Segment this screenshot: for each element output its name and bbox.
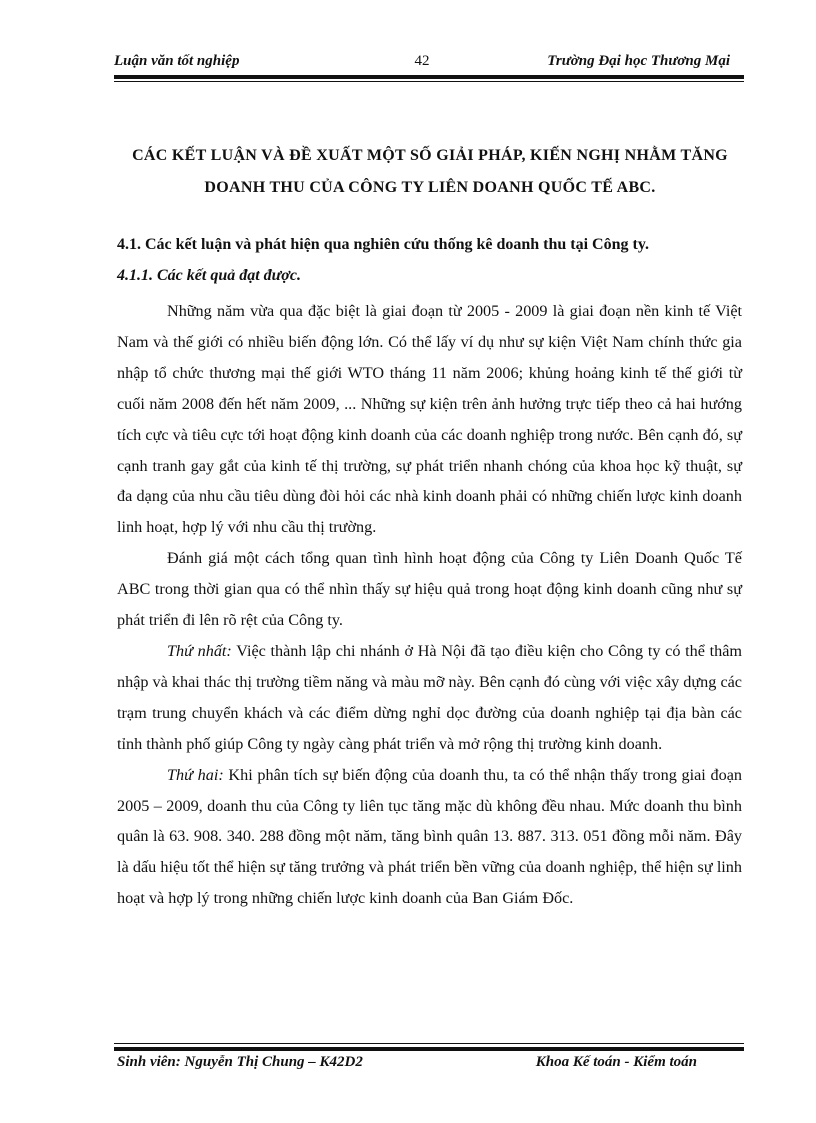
paragraph-4-text: Khi phân tích sự biến động của doanh thu, ta có thể nhận thấy trong giai đoạn 2005 – 2009, doanh thu của Công ty liên tục tăng mặc dù không đều nhau. Mức doanh thu bình quân là 63. 908. 340. 288 đồng một năm, tăng bình quân 13. 887. 313. 051 đồng mỗi năm. Đây là dấu hiệu tốt thể hiện sự tăng trưởng và phát triển bền vững của doanh nghiệp, thể hiện sự linh hoạt và hợp lý trong những chiến lược kinh doanh của Ban Giám Đốc. bbox=[117, 765, 742, 908]
header-rule-thick bbox=[114, 75, 744, 79]
footer-rule-thin bbox=[114, 1043, 744, 1044]
footer-rule-thick bbox=[114, 1047, 744, 1051]
page-number: 42 bbox=[414, 53, 430, 69]
footer-student: Sinh viên: Nguyễn Thị Chung – K42D2 bbox=[117, 1054, 363, 1070]
paragraph-1: Những năm vừa qua đặc biệt là giai đoạn từ 2005 - 2009 là giai đoạn nền kinh tế Việt Nam và thế giới có nhiều biến động lớn. Có thể lấy ví dụ như sự kiện Việt Nam chính thức gia nhập tổ chức thương mại thế giới WTO tháng 11 năm 2006; khủng hoảng kinh tế thế giới từ cuối năm 2008 đến hết năm 2009, ... Những sự kiện trên ảnh hưởng trực tiếp theo cả hai hướng tích cực và tiêu cực tới hoạt động kinh doanh của các doanh nghiệp trong nước. Bên cạnh đó, sự cạnh tranh gay gắt của kinh tế thị trường, sự phát triển nhanh chóng của khoa học kỹ thuật, sự đa dạng của nhu cầu tiêu dùng đòi hỏi các nhà kinh doanh phải có những chiến lược kinh doanh linh hoạt, hợp lý với nhu cầu thị trường. bbox=[117, 302, 742, 537]
footer-faculty: Khoa Kế toán - Kiểm toán bbox=[535, 1054, 697, 1070]
paragraph-3-lead: Thứ nhất: bbox=[167, 641, 232, 660]
header-rule-thin bbox=[114, 81, 744, 82]
header-thesis-label: Luận văn tốt nghiệp bbox=[114, 53, 240, 69]
chapter-title-line2: DOANH THU CỦA CÔNG TY LIÊN DOANH QUỐC TẾ ABC. bbox=[204, 179, 656, 196]
chapter-title bbox=[100, 140, 760, 204]
paragraph-3 bbox=[117, 636, 742, 760]
subsection-heading: 4.1.1. Các kết quả đạt được. bbox=[117, 267, 301, 284]
paragraph-4 bbox=[117, 760, 742, 915]
paragraph-4-lead: Thứ hai: bbox=[167, 765, 224, 784]
page-footer bbox=[117, 1054, 697, 1076]
page-header bbox=[114, 53, 730, 73]
body-text bbox=[117, 296, 742, 914]
header-university: Trường Đại học Thương Mại bbox=[547, 53, 730, 69]
chapter-title-line1: CÁC KẾT LUẬN VÀ ĐỀ XUẤT MỘT SỐ GIẢI PHÁP, KIẾN NGHỊ NHẰM TĂNG bbox=[132, 147, 728, 164]
paragraph-3-text: Việc thành lập chi nhánh ở Hà Nội đã tạo điều kiện cho Công ty có thể thâm nhập và khai thác thị trường tiềm năng và màu mỡ này. Bên cạnh đó cùng với việc xây dựng các trạm trung chuyển khách và các điểm dừng nghỉ dọc đường của doanh nghiệp tại địa bàn các tỉnh thành phố giúp Công ty ngày càng phát triển và mở rộng thị trường kinh doanh. bbox=[117, 641, 742, 753]
paragraph-2: Đánh giá một cách tổng quan tình hình hoạt động của Công ty Liên Doanh Quốc Tế ABC trong thời gian qua có thể nhìn thấy sự hiệu quả trong hoạt động kinh doanh cũng như sự phát triển đi lên rõ rệt của Công ty. bbox=[117, 549, 742, 630]
section-heading: 4.1. Các kết luận và phát hiện qua nghiên cứu thống kê doanh thu tại Công ty. bbox=[117, 236, 649, 253]
